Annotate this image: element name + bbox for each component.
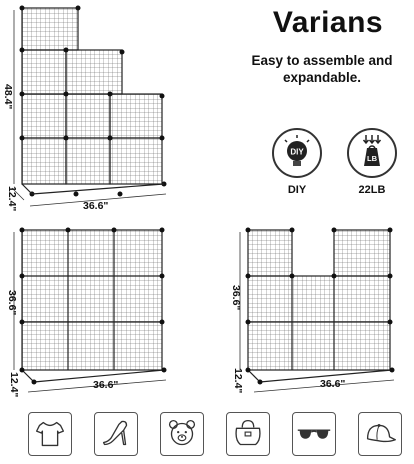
nine-cube-illustration (0, 222, 200, 397)
depth-dimension-label: 12.4" (232, 368, 244, 394)
cap-icon (358, 412, 402, 456)
svg-text:DIY: DIY (290, 147, 304, 157)
handbag-icon (226, 412, 270, 456)
depth-dimension-label: 12.4" (8, 372, 20, 398)
width-dimension-label: 36.6" (83, 200, 109, 212)
staircase-cube-illustration (0, 0, 230, 215)
diy-label: DIY (287, 184, 307, 196)
height-dimension-label: 36.6" (230, 285, 242, 311)
high-heel-icon (94, 412, 138, 456)
brand-title: Varians (272, 6, 384, 39)
weight-capacity-label: 22LB (358, 184, 386, 196)
teddy-bear-icon (160, 412, 204, 456)
sunglasses-icon (292, 412, 336, 456)
svg-text:LB: LB (367, 154, 377, 163)
height-dimension-label: 36.6" (6, 290, 18, 316)
weight-feature-badge (347, 128, 397, 178)
t-shirt-icon (28, 412, 72, 456)
tagline: Easy to assemble and expandable. (251, 53, 393, 85)
u-shape-cube-illustration (230, 222, 414, 397)
diy-feature-badge (272, 128, 322, 178)
width-dimension-label: 36.6" (93, 379, 119, 391)
lightbulb-diy-icon (274, 130, 320, 176)
depth-dimension-label: 12.4" (6, 186, 18, 212)
weight-icon (349, 130, 395, 176)
width-dimension-label: 36.6" (320, 378, 346, 390)
height-dimension-label: 48.4" (2, 84, 14, 110)
